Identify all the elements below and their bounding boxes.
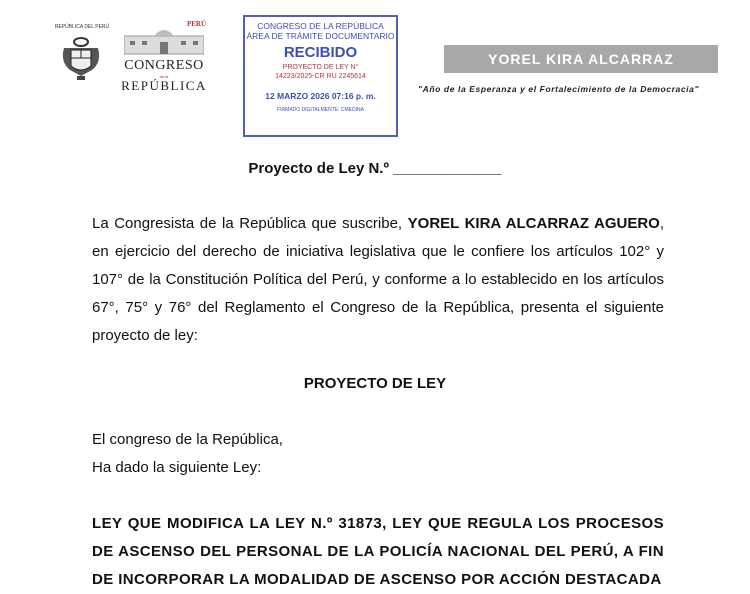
- stamp-project-label: PROYECTO DE LEY N°: [282, 64, 359, 71]
- intro-paragraph: [92, 210, 664, 350]
- declaration: [92, 426, 664, 482]
- received-stamp: [243, 15, 398, 137]
- document-title: Proyecto de Ley N.º _____________: [248, 160, 502, 177]
- stamp-status: RECIBIDO: [283, 44, 358, 61]
- congreso-logo: [120, 20, 208, 93]
- law-title: LEY QUE MODIFICA LA LEY N.º 31873, LEY QUE REGULA LOS PROCESOS DE ASCENSO DEL PERSONAL DE LA POLICÍA NACIONAL DEL PERÚ, A FIN DE INCORPORAR LA MODALIDAD DE ASCENSO POR ACCIÓN DESTACADA: [92, 515, 664, 588]
- intro-post: , en ejercicio del derecho de iniciativa legislativa que le confiere los artículos 102° y 107° de la Constitución Política del Perú, y conforme a lo establecido en los artículos 67°, 75° y 76° del Reglamento el Congreso de la República, presenta el siguiente proyecto de ley:: [92, 215, 664, 344]
- logo-line-1: CONGRESO: [124, 58, 204, 73]
- logo-peru: PERÚ: [186, 20, 206, 28]
- declaration-line-1: El congreso de la República,: [92, 431, 283, 448]
- seal-text: REPÚBLICA DEL PERÚ: [54, 24, 110, 30]
- declaration-line-2: Ha dado la siguiente Ley:: [92, 459, 262, 476]
- coat-of-arms-icon: [56, 26, 106, 82]
- section-heading: PROYECTO DE LEY: [303, 375, 447, 392]
- logo-line-3: REPÚBLICA: [121, 78, 207, 93]
- congresswoman-banner: YOREL KIRA ALCARRAZ: [444, 45, 718, 73]
- intro-pre: La Congresista de la República que suscribe,: [92, 215, 408, 232]
- congress-building-icon: [124, 24, 204, 56]
- stamp-line-2: ÁREA DE TRÁMITE DOCUMENTARIO: [246, 31, 395, 41]
- stamp-line-1: CONGRESO DE LA REPÚBLICA: [257, 21, 384, 31]
- year-motto: "Año de la Esperanza y el Fortalecimiento de la Democracia": [418, 84, 700, 94]
- intro-name: YOREL KIRA ALCARRAZ AGUERO: [407, 215, 660, 232]
- stamp-signed: FIRMADO DIGITALMENTE: CMEDINA: [277, 107, 364, 113]
- stamp-project-number: 14223/2025-CR RU 2245614: [275, 73, 366, 80]
- logo-line-2: de la: [159, 74, 169, 79]
- stamp-datetime: 12 MARZO 2026 07:16 p. m.: [265, 91, 376, 101]
